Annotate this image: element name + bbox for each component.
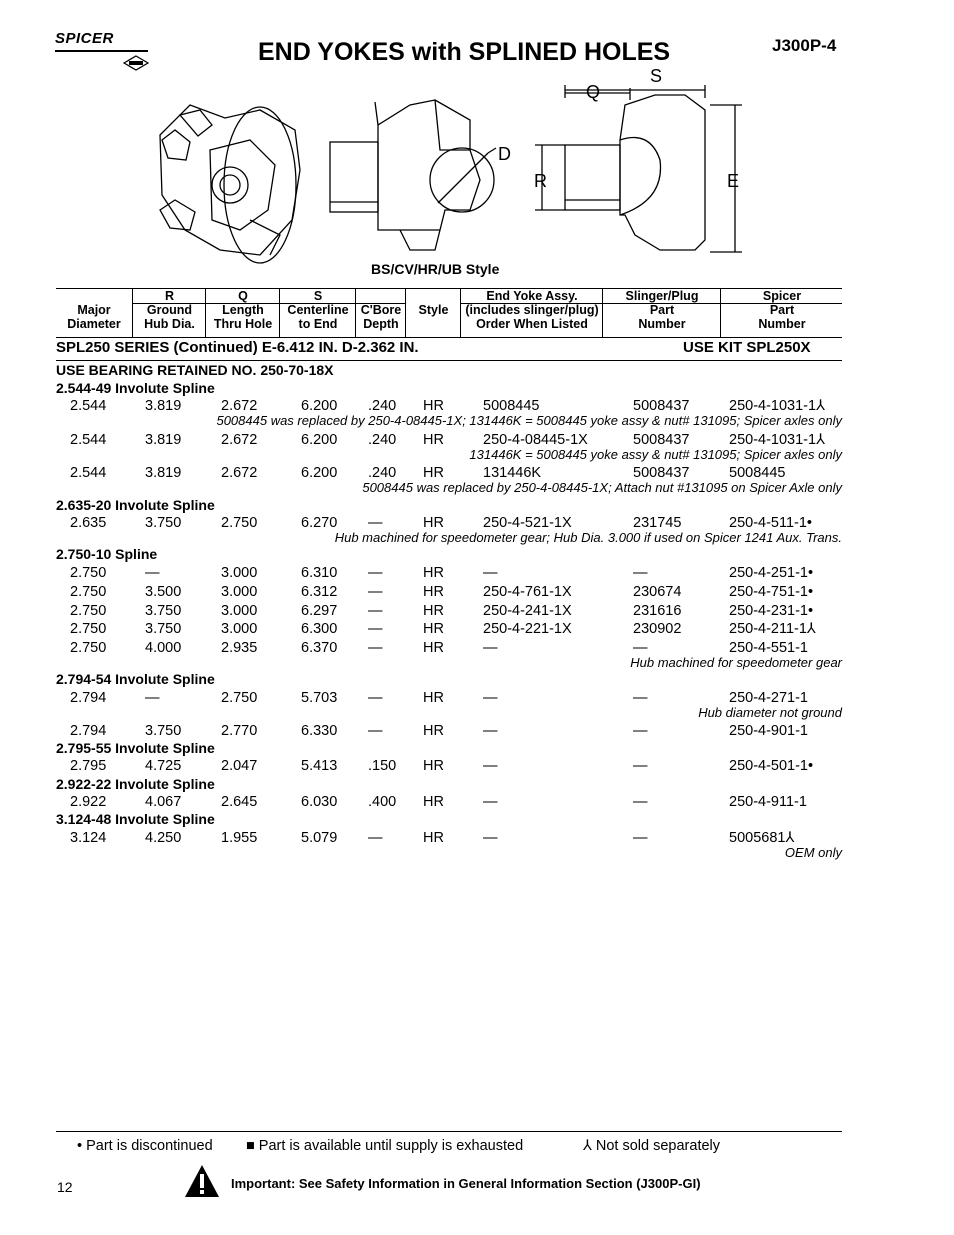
- table-cell: 3.000: [221, 621, 258, 637]
- table-cell: —: [633, 690, 648, 706]
- header-major-diameter: [56, 289, 132, 337]
- table-cell: 250-4-511-1•: [729, 515, 812, 531]
- table-cell: 2.750: [70, 565, 107, 581]
- table-cell: HR: [423, 830, 444, 846]
- table-cell: 6.370: [301, 640, 338, 656]
- table-cell: 231616: [633, 603, 682, 619]
- table-cell: 250-4-08445-1X: [483, 432, 588, 448]
- table-cell: 250-4-551-1: [729, 640, 808, 656]
- table-cell: 6.297: [301, 603, 338, 619]
- header-line: Number: [638, 317, 686, 331]
- table-cell: 250-4-231-1•: [729, 603, 814, 619]
- table-cell: .150: [368, 758, 397, 774]
- dimension-label-e: E: [727, 171, 740, 191]
- header-line: Major: [77, 303, 111, 317]
- table-cell: 250-4-1031-1⅄: [729, 398, 825, 414]
- header-r-ground-hub-dia: [132, 289, 206, 337]
- spline-group-title: 2.795-55 Involute Spline: [56, 740, 215, 756]
- table-cell: 2.794: [70, 690, 107, 706]
- table-cell: —: [483, 565, 498, 581]
- table-cell: 3.000: [221, 603, 258, 619]
- row-note: 5008445 was replaced by 250-4-08445-1X; Attach nut #131095 on Spicer Axle only: [362, 480, 842, 495]
- legend-supply-exhausted: ■ Part is available until supply is exhausted: [246, 1138, 524, 1154]
- spline-group-title: 3.124-48 Involute Spline: [56, 811, 215, 827]
- table-row: [0, 621, 954, 639]
- table-cell: 2.672: [221, 432, 258, 448]
- legend-discontinued: • Part is discontinued: [77, 1138, 213, 1154]
- page-title: END YOKES with SPLINED HOLES: [258, 38, 671, 66]
- header-line: Q: [238, 289, 248, 303]
- table-cell: 3.000: [221, 565, 258, 581]
- table-cell: 5.703: [301, 690, 338, 706]
- header-line: Part: [649, 303, 675, 317]
- table-cell: 6.200: [301, 465, 338, 481]
- table-cell: 2.750: [221, 690, 258, 706]
- table-cell: 4.250: [145, 830, 182, 846]
- table-cell: 6.312: [301, 584, 338, 600]
- row-note: Hub diameter not ground: [698, 705, 842, 720]
- table-cell: 5008437: [633, 398, 690, 414]
- safety-note: Important: See Safety Information in General Information Section (J300P-GI): [231, 1176, 701, 1191]
- table-cell: 2.047: [221, 758, 258, 774]
- table-cell: —: [633, 723, 648, 739]
- table-row: [0, 565, 954, 583]
- row-note: Hub machined for speedometer gear: [630, 655, 842, 670]
- table-cell: .400: [368, 794, 397, 810]
- table-cell: 2.750: [70, 640, 107, 656]
- table-cell: —: [368, 830, 383, 846]
- table-row: [0, 758, 954, 776]
- spline-group-title: 2.635-20 Involute Spline: [56, 497, 215, 513]
- dana-badge-icon: [123, 55, 149, 71]
- header-s-centerline: [279, 289, 356, 337]
- table-cell: —: [633, 565, 648, 581]
- header-line: Slinger/Plug: [625, 289, 699, 303]
- dimension-label-s: S: [650, 66, 663, 86]
- header-line: (includes slinger/plug): [465, 303, 599, 317]
- table-row: [0, 584, 954, 602]
- header-line: Diameter: [67, 317, 121, 331]
- table-cell: 250-4-211-1⅄: [729, 621, 816, 637]
- header-line: to End: [298, 317, 338, 331]
- table-row: [0, 794, 954, 812]
- end-yoke-drawings: [150, 70, 760, 265]
- header-underline-parts: [460, 303, 842, 304]
- table-cell: .240: [368, 432, 397, 448]
- bearing-note: USE BEARING RETAINED NO. 250-70-18X: [56, 362, 334, 378]
- page-number: 12: [57, 1179, 73, 1195]
- table-cell: 5008437: [633, 465, 690, 481]
- legend-not-sold-separately: ⅄ Not sold separately: [583, 1138, 721, 1154]
- table-cell: 250-4-761-1X: [483, 584, 572, 600]
- table-cell: 5008445: [729, 465, 786, 481]
- table-cell: 2.672: [221, 465, 258, 481]
- table-cell: —: [483, 794, 498, 810]
- table-cell: —: [633, 794, 648, 810]
- header-spicer-part: [720, 289, 843, 337]
- header-line: Order When Listed: [476, 317, 588, 331]
- table-cell: 2.750: [221, 515, 258, 531]
- header-line: R: [164, 289, 175, 303]
- table-cell: —: [368, 584, 383, 600]
- header-line: Length: [222, 303, 264, 317]
- table-cell: 3.000: [221, 584, 258, 600]
- dimension-label-q: Q: [586, 82, 601, 102]
- table-cell: 2.935: [221, 640, 258, 656]
- table-cell: 250-4-901-1: [729, 723, 808, 739]
- table-cell: HR: [423, 758, 444, 774]
- table-cell: —: [368, 640, 383, 656]
- table-cell: —: [368, 621, 383, 637]
- table-cell: —: [145, 565, 160, 581]
- header-cbore-depth: [355, 289, 406, 337]
- series-heading: SPL250 SERIES (Continued) E-6.412 IN. D-2.362 IN.: [56, 339, 419, 356]
- table-cell: 2.795: [70, 758, 107, 774]
- table-cell: 6.330: [301, 723, 338, 739]
- table-cell: —: [633, 640, 648, 656]
- row-note: 131446K = 5008445 yoke assy & nut# 131095; Spicer axles only: [469, 447, 842, 462]
- table-cell: HR: [423, 723, 444, 739]
- table-cell: —: [483, 723, 498, 739]
- header-line: Ground: [146, 303, 193, 317]
- header-line: Part: [769, 303, 795, 317]
- row-note: 5008445 was replaced by 250-4-08445-1X; 131446K = 5008445 yoke assy & nut# 131095; Spicer axles only: [216, 413, 842, 428]
- table-cell: 230674: [633, 584, 682, 600]
- table-cell: 6.200: [301, 432, 338, 448]
- document-code: J300P-4: [772, 36, 837, 55]
- yoke-side-drawing: [330, 100, 496, 250]
- header-line: Thru Hole: [213, 317, 273, 331]
- table-cell: 250-4-271-1: [729, 690, 808, 706]
- table-cell: 250-4-521-1X: [483, 515, 572, 531]
- table-row: [0, 603, 954, 621]
- header-line: Centerline: [287, 303, 349, 317]
- table-cell: HR: [423, 465, 444, 481]
- table-cell: 5.413: [301, 758, 338, 774]
- table-cell: —: [368, 515, 383, 531]
- table-cell: .240: [368, 398, 397, 414]
- table-cell: 3.750: [145, 515, 182, 531]
- table-cell: 4.000: [145, 640, 182, 656]
- table-cell: —: [633, 830, 648, 846]
- table-cell: 250-4-221-1X: [483, 621, 572, 637]
- header-line: Number: [758, 317, 806, 331]
- table-header: [56, 288, 842, 338]
- spline-group-title: 2.544-49 Involute Spline: [56, 380, 215, 396]
- table-cell: 3.819: [145, 432, 182, 448]
- table-cell: 250-4-241-1X: [483, 603, 572, 619]
- table-cell: 6.200: [301, 398, 338, 414]
- divider: [56, 360, 842, 361]
- yoke-perspective-drawing: [160, 105, 300, 263]
- table-cell: —: [368, 723, 383, 739]
- table-cell: —: [145, 690, 160, 706]
- table-cell: 2.750: [70, 603, 107, 619]
- table-cell: 2.922: [70, 794, 107, 810]
- table-cell: —: [368, 565, 383, 581]
- footer-divider: [56, 1131, 842, 1132]
- table-cell: 4.067: [145, 794, 182, 810]
- header-line: Style: [418, 303, 449, 317]
- table-cell: —: [633, 758, 648, 774]
- table-cell: 5005681⅄: [729, 830, 795, 846]
- table-cell: 250-4-251-1•: [729, 565, 814, 581]
- table-cell: HR: [423, 584, 444, 600]
- header-line: [356, 289, 406, 303]
- header-line: C'Bore: [360, 303, 402, 317]
- table-cell: —: [483, 830, 498, 846]
- table-cell: HR: [423, 794, 444, 810]
- table-cell: —: [368, 690, 383, 706]
- dimension-label-d: D: [498, 144, 511, 164]
- table-cell: 3.750: [145, 621, 182, 637]
- header-slinger-plug: [602, 289, 721, 337]
- table-cell: HR: [423, 640, 444, 656]
- table-cell: 2.794: [70, 723, 107, 739]
- dimension-label-r: R: [534, 171, 547, 191]
- table-cell: 250-4-911-1: [729, 794, 807, 810]
- table-cell: 6.030: [301, 794, 338, 810]
- table-cell: 3.750: [145, 603, 182, 619]
- table-cell: 131446K: [483, 465, 542, 481]
- table-cell: 250-4-501-1•: [729, 758, 814, 774]
- yoke-section-drawing: [535, 85, 742, 252]
- spline-group-title: 2.750-10 Spline: [56, 546, 158, 562]
- table-cell: 6.310: [301, 565, 338, 581]
- header-line: [406, 289, 461, 303]
- table-cell: 3.124: [70, 830, 107, 846]
- table-cell: —: [483, 690, 498, 706]
- table-cell: 250-4-751-1•: [729, 584, 814, 600]
- header-line: [406, 317, 461, 331]
- kit-note: USE KIT SPL250X: [683, 339, 811, 356]
- table-cell: 4.725: [145, 758, 182, 774]
- table-cell: 2.635: [70, 515, 107, 531]
- row-note: Hub machined for speedometer gear; Hub Dia. 3.000 if used on Spicer 1241 Aux. Trans.: [334, 530, 842, 545]
- table-cell: 3.819: [145, 465, 182, 481]
- brand-logo-text: SPICER: [55, 30, 114, 47]
- figure-caption: BS/CV/HR/UB Style: [371, 261, 500, 277]
- table-cell: 2.750: [70, 584, 107, 600]
- table-cell: 2.645: [221, 794, 258, 810]
- table-cell: 2.770: [221, 723, 258, 739]
- table-cell: HR: [423, 432, 444, 448]
- table-cell: HR: [423, 515, 444, 531]
- header-line: [56, 289, 132, 303]
- table-cell: HR: [423, 398, 444, 414]
- table-cell: .240: [368, 465, 397, 481]
- table-cell: 5008437: [633, 432, 690, 448]
- row-note: OEM only: [784, 845, 842, 860]
- table-cell: 231745: [633, 515, 682, 531]
- table-cell: 250-4-1031-1⅄: [729, 432, 825, 448]
- header-q-length: [205, 289, 280, 337]
- header-line: End Yoke Assy.: [486, 289, 578, 303]
- table-cell: 2.544: [70, 432, 107, 448]
- logo-underline: [55, 50, 148, 52]
- table-cell: 2.672: [221, 398, 258, 414]
- header-end-yoke-assy: [460, 289, 603, 337]
- table-cell: 230902: [633, 621, 682, 637]
- table-cell: 2.544: [70, 398, 107, 414]
- table-cell: HR: [423, 603, 444, 619]
- table-cell: HR: [423, 621, 444, 637]
- table-cell: 2.544: [70, 465, 107, 481]
- table-cell: —: [483, 640, 498, 656]
- table-cell: 3.750: [145, 723, 182, 739]
- table-cell: —: [483, 758, 498, 774]
- header-style: [405, 289, 461, 337]
- header-line: S: [313, 289, 323, 303]
- table-cell: 3.500: [145, 584, 182, 600]
- table-cell: 3.819: [145, 398, 182, 414]
- table-cell: 5.079: [301, 830, 338, 846]
- table-cell: HR: [423, 565, 444, 581]
- table-cell: 5008445: [483, 398, 540, 414]
- table-row: [0, 723, 954, 741]
- header-line: Hub Dia.: [144, 317, 195, 331]
- header-line: Depth: [363, 317, 399, 331]
- table-cell: 1.955: [221, 830, 258, 846]
- spline-group-title: 2.794-54 Involute Spline: [56, 671, 215, 687]
- table-cell: 2.750: [70, 621, 107, 637]
- spline-group-title: 2.922-22 Involute Spline: [56, 776, 215, 792]
- warning-icon: [184, 1163, 220, 1199]
- table-cell: —: [368, 603, 383, 619]
- header-underline-rqs: [132, 303, 405, 304]
- table-cell: HR: [423, 690, 444, 706]
- header-line: Spicer: [762, 289, 802, 303]
- table-cell: 6.300: [301, 621, 338, 637]
- table-cell: 6.270: [301, 515, 338, 531]
